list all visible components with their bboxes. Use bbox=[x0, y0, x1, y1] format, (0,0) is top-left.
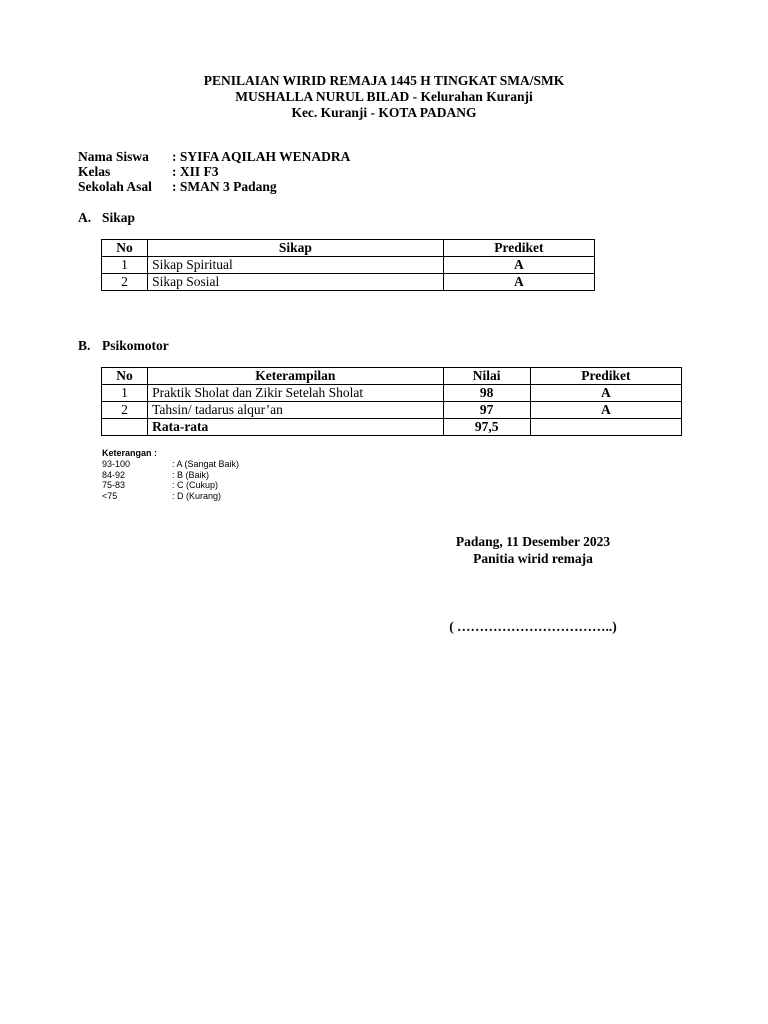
identity-label: Kelas bbox=[78, 164, 111, 179]
row-number: 2 bbox=[102, 402, 148, 419]
row-predicate: A bbox=[530, 402, 681, 419]
legend-desc: : A (Sangat Baik) bbox=[172, 458, 240, 469]
row-predicate: A bbox=[530, 385, 681, 402]
identity-row-name bbox=[78, 149, 350, 164]
grading-legend bbox=[102, 448, 239, 502]
table-row bbox=[102, 402, 682, 419]
sikap-table bbox=[101, 239, 595, 291]
psikomotor-table bbox=[101, 367, 682, 436]
header-district: Kec. Kuranji - KOTA PADANG bbox=[291, 105, 477, 120]
row-score: 97 bbox=[443, 402, 530, 419]
column-header: No bbox=[102, 240, 148, 257]
average-label: Rata-rata bbox=[148, 419, 444, 436]
table-header-row bbox=[102, 240, 595, 257]
table-row bbox=[102, 385, 682, 402]
place-date: Padang, 11 Desember 2023 bbox=[455, 534, 611, 549]
section-a-title bbox=[78, 210, 135, 226]
section-name: Sikap bbox=[102, 210, 136, 225]
identity-row-school bbox=[78, 179, 350, 194]
column-header: Keterampilan bbox=[148, 368, 444, 385]
header-venue: MUSHALLA NURUL BILAD - Kelurahan Kuranji bbox=[235, 89, 533, 104]
legend-desc: : D (Kurang) bbox=[172, 491, 222, 502]
legend-title: Keterangan : bbox=[102, 448, 158, 458]
committee-name: Panitia wirid remaja bbox=[473, 551, 593, 566]
row-number: 1 bbox=[102, 257, 148, 274]
identity-value: : XII F3 bbox=[172, 164, 219, 179]
row-aspect: Sikap Sosial bbox=[148, 274, 444, 291]
column-header: Prediket bbox=[530, 368, 681, 385]
column-header: Prediket bbox=[443, 240, 594, 257]
empty-cell bbox=[530, 419, 681, 436]
average-row bbox=[102, 419, 682, 436]
legend-range: 75-83 bbox=[102, 480, 126, 491]
legend-desc: : C (Cukup) bbox=[172, 480, 219, 491]
section-letter: B. bbox=[78, 338, 91, 353]
identity-label: Sekolah Asal bbox=[78, 179, 152, 194]
column-header: Sikap bbox=[148, 240, 444, 257]
legend-item bbox=[102, 480, 239, 491]
identity-row-class bbox=[78, 164, 350, 179]
table-header-row bbox=[102, 368, 682, 385]
row-predicate: A bbox=[443, 257, 594, 274]
empty-cell bbox=[102, 419, 148, 436]
column-header: No bbox=[102, 368, 148, 385]
legend-range: <75 bbox=[102, 491, 118, 502]
identity-value: : SYIFA AQILAH WENADRA bbox=[172, 149, 351, 164]
legend-range: 93-100 bbox=[102, 458, 131, 469]
section-name: Psikomotor bbox=[102, 338, 169, 353]
section-b-title bbox=[78, 338, 169, 354]
table-row bbox=[102, 274, 595, 291]
legend-desc: : B (Baik) bbox=[172, 469, 210, 480]
column-header: Nilai bbox=[443, 368, 530, 385]
table-row bbox=[102, 257, 595, 274]
legend-item bbox=[102, 470, 239, 481]
row-predicate: A bbox=[443, 274, 594, 291]
row-number: 1 bbox=[102, 385, 148, 402]
identity-label: Nama Siswa bbox=[78, 149, 149, 164]
section-letter: A. bbox=[78, 210, 92, 225]
average-value: 97,5 bbox=[443, 419, 530, 436]
legend-item bbox=[102, 459, 239, 470]
row-score: 98 bbox=[443, 385, 530, 402]
row-skill: Tahsin/ tadarus alqur’an bbox=[148, 402, 444, 419]
legend-range: 84-92 bbox=[102, 469, 126, 480]
row-skill: Praktik Sholat dan Zikir Setelah Sholat bbox=[148, 385, 444, 402]
row-aspect: Sikap Spiritual bbox=[148, 257, 444, 274]
student-identity bbox=[78, 149, 350, 194]
document-header bbox=[0, 73, 768, 121]
identity-value: : SMAN 3 Padang bbox=[172, 179, 277, 194]
row-number: 2 bbox=[102, 274, 148, 291]
header-title: PENILAIAN WIRID REMAJA 1445 H TINGKAT SMA/SMK bbox=[203, 73, 565, 88]
signature-name-line: ( ……………………………..) bbox=[449, 619, 617, 634]
legend-item bbox=[102, 491, 239, 502]
signature-block bbox=[430, 533, 636, 567]
